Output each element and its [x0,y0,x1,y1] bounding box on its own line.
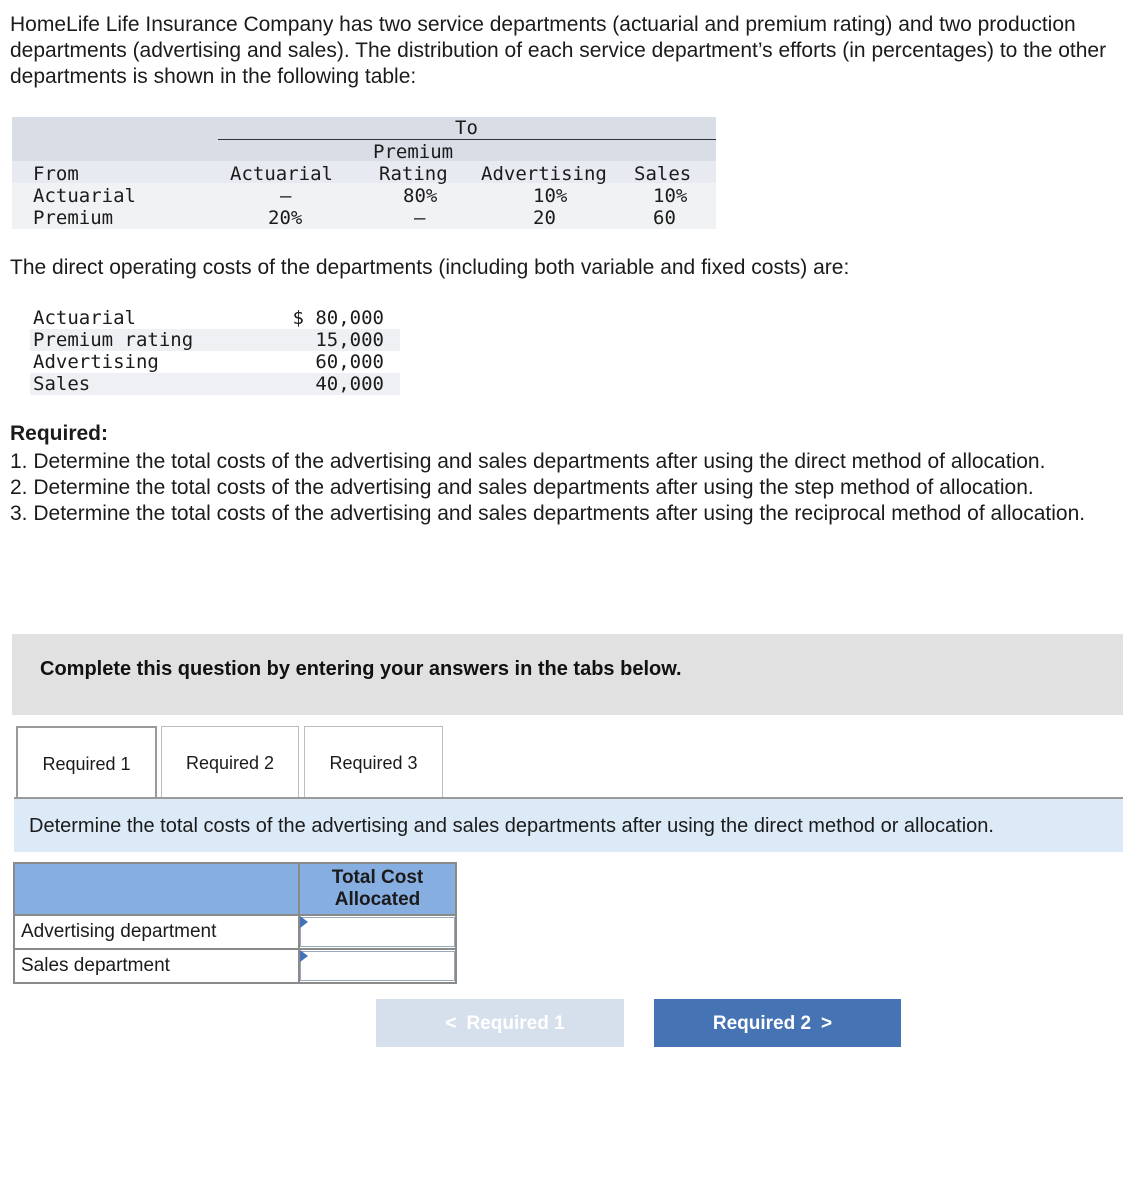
answer-row-advertising [14,915,456,949]
row-label-actuarial: Actuarial [33,185,136,207]
total-cost-header [299,863,456,915]
cell-actuarial-sales: 10% [653,185,688,207]
prev-required-button[interactable] [376,999,624,1047]
tab-required-1[interactable]: Required 1 [16,726,157,799]
cost-row [30,329,400,351]
to-header: To [455,117,478,139]
sales-header: Sales [634,163,692,185]
answer-header-blank [14,863,299,915]
total-cost-header-line1: Total Cost [331,867,424,888]
actuarial-header: Actuarial [230,163,333,185]
cell-actuarial-premium: 80% [403,185,438,207]
direct-costs-intro: The direct operating costs of the departments (including both variable and fixed costs) are: [10,256,850,279]
distribution-row-bg [12,161,716,183]
answer-table [13,862,457,984]
input-flag-icon [300,950,308,962]
required-item: 2. Determine the total costs of the advertising and sales departments after using the step method of allocation. [10,476,1034,499]
sales-total-cost-input[interactable] [300,951,455,981]
cost-name: Advertising [33,351,159,373]
chevron-left-icon: < [445,1013,457,1034]
next-button-label: Required 2 [712,1013,812,1034]
cost-row [30,307,400,329]
premium-header-line2: Rating [379,163,448,185]
answer-header-row [14,863,456,915]
required-list [10,449,1130,527]
cell-premium-sales: 60 [653,207,676,229]
cost-name: Actuarial [33,307,136,329]
cell-premium-premium: — [414,207,426,229]
cost-value: 60,000 [315,351,384,373]
required-item: 1. Determine the total costs of the advertising and sales departments after using the direct method of allocation. [10,450,1046,473]
advertising-header: Advertising [481,163,607,185]
from-header: From [33,163,79,185]
tab-required-2[interactable]: Required 2 [161,726,299,799]
row-label-premium: Premium [33,207,114,229]
instructions-text: Complete this question by entering your answers in the tabs below. [40,658,682,680]
chevron-right-icon: > [821,1013,833,1034]
cost-value: 40,000 [315,373,384,395]
total-cost-header-line2: Allocated [334,889,421,910]
required-title: Required: [10,422,109,445]
to-header-underline [218,139,716,140]
cost-value: 15,000 [315,329,384,351]
answer-row-label: Advertising department [14,915,299,949]
premium-header-line1: Premium [373,141,454,163]
cost-row [30,373,400,395]
cost-value: $ 80,000 [292,307,384,329]
tab-description: Determine the total costs of the advertising and sales departments after using the direct method or allocation. [29,815,994,837]
answer-cell [299,915,456,949]
required-item: 3. Determine the total costs of the advertising and sales departments after using the reciprocal method of allocation. [10,502,1086,525]
advertising-total-cost-input[interactable] [300,917,455,947]
cost-name: Premium rating [33,329,194,351]
tab-description-bar [14,799,1123,852]
next-required-button[interactable] [654,999,901,1047]
input-flag-icon [300,916,308,928]
cell-premium-advertising: 20 [533,207,556,229]
answer-row-sales [14,949,456,983]
cost-row [30,351,400,373]
instructions-box [12,634,1123,715]
answer-row-label: Sales department [14,949,299,983]
prev-button-label: Required 1 [466,1013,565,1034]
cell-actuarial-actuarial: — [280,185,292,207]
problem-intro: HomeLife Life Insurance Company has two service departments (actuarial and premium rating) and two production departments (advertising and sales). The distribution of each service department’s efforts (in percentages) to the other departments is shown in the following table: [10,13,1107,88]
tab-required-3[interactable]: Required 3 [304,726,443,799]
cell-actuarial-advertising: 10% [533,185,568,207]
cell-premium-actuarial: 20% [268,207,303,229]
answer-cell [299,949,456,983]
cost-name: Sales [33,373,91,395]
